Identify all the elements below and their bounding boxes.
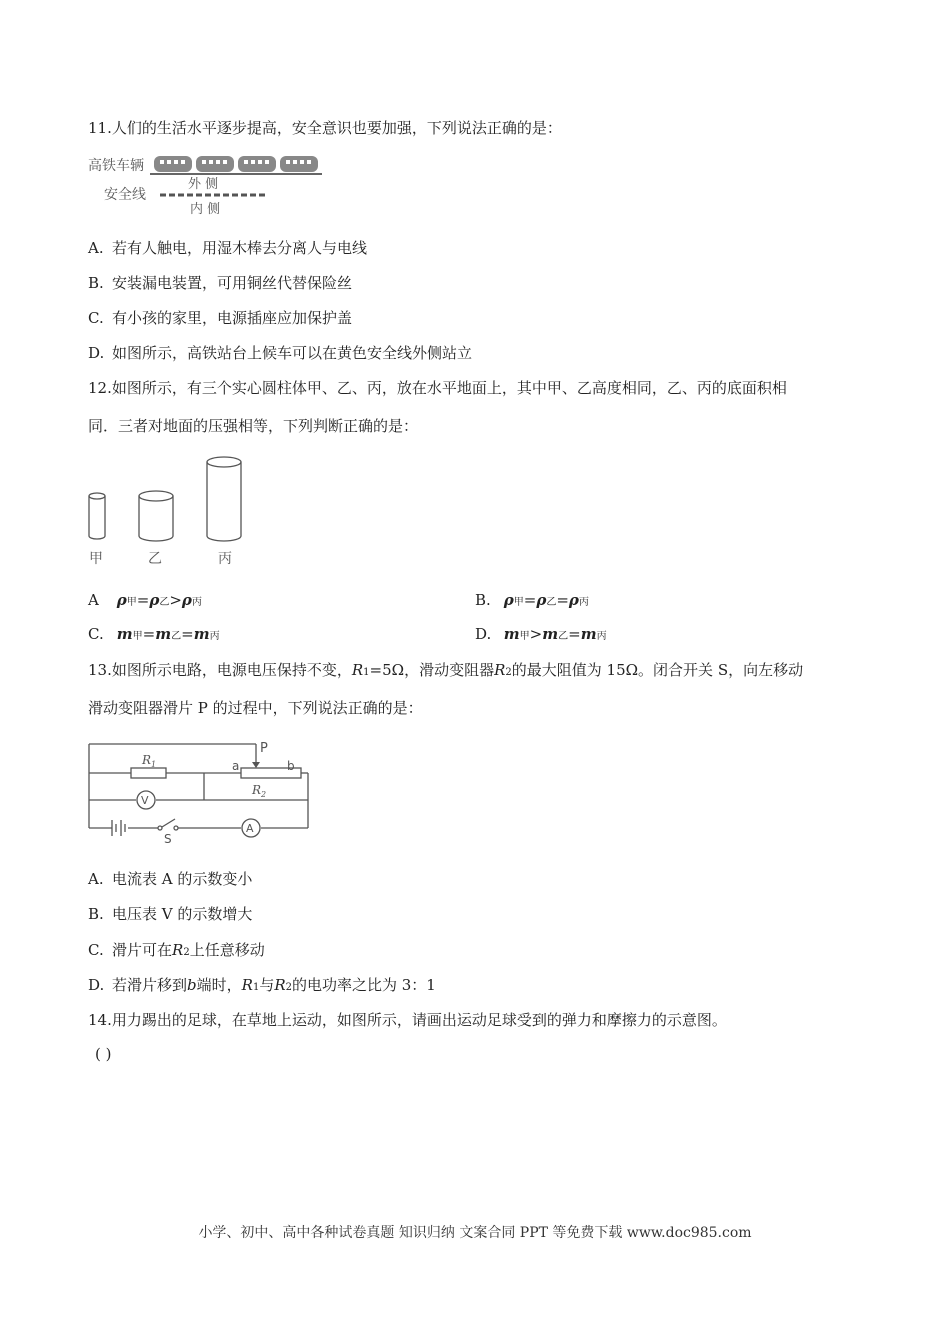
terminal-b-label: b bbox=[287, 759, 295, 773]
voltmeter-label: V bbox=[141, 794, 149, 807]
q11-option-c: C. 有小孩的家里，电源插座应加保护盖 bbox=[88, 309, 353, 327]
q11-stem: 11.人们的生活水平逐步提高，安全意识也要加强，下列说法正确的是： bbox=[88, 119, 562, 137]
q12-stem-line1: 12.如图所示，有三个实心圆柱体甲、乙、丙，放在水平地面上，其中甲、乙高度相同，乙、丙的底面积相 bbox=[88, 379, 787, 397]
q13-stem-line1: 13.如图所示电路，电源电压保持不变，R1=5Ω，滑动变阻器R2的最大阻值为 15Ω。闭合开关 S，向左移动 bbox=[88, 661, 804, 679]
q13-option-a: A. 电流表 A 的示数变小 bbox=[88, 870, 253, 888]
terminal-a-label: a bbox=[232, 759, 240, 773]
q11-option-a: A. 若有人触电，用湿木棒去分离人与电线 bbox=[88, 239, 368, 257]
q13-circuit-diagram bbox=[86, 738, 316, 844]
q13-option-d: D. 若滑片移到b端时，R1与R2的电功率之比为 3：1 bbox=[88, 976, 436, 994]
r1-label: $R_1$ bbox=[142, 753, 157, 769]
q11-figure-safety-line bbox=[86, 150, 326, 220]
cylinder-jia bbox=[89, 493, 105, 539]
battery bbox=[112, 820, 125, 836]
cylinder-bing bbox=[207, 457, 241, 541]
slider-p-arrow bbox=[252, 762, 260, 768]
label-yi: 乙 bbox=[148, 551, 162, 567]
q13-option-b: B. 电压表 V 的示数增大 bbox=[88, 905, 253, 923]
train-cars bbox=[150, 156, 322, 174]
q14-answer-blank: ( ) bbox=[95, 1045, 112, 1063]
q12-option-c: C. m甲=m乙=m丙 bbox=[88, 625, 220, 643]
page-footer: 小学、初中、高中各种试卷真题 知识归纳 文案合同 PPT 等免费下载 www.doc985.com bbox=[198, 1225, 752, 1241]
q13-stem-line2: 滑动变阻器滑片 P 的过程中，下列说法正确的是： bbox=[88, 699, 423, 717]
q11-option-d: D. 如图所示，高铁站台上候车可以在黄色安全线外侧站立 bbox=[88, 344, 473, 362]
label-bing: 丙 bbox=[218, 551, 232, 567]
switch-label: S bbox=[164, 832, 172, 844]
train-label: 高铁车辆 bbox=[88, 158, 144, 174]
cylinder-yi bbox=[139, 491, 173, 541]
q13-option-c: C. 滑片可在R2上任意移动 bbox=[88, 941, 265, 959]
ammeter-label: A bbox=[246, 822, 254, 835]
inside-label: 内 侧 bbox=[190, 202, 221, 217]
q12-option-d: D. m甲>m乙=m丙 bbox=[475, 625, 607, 643]
q12-figure-cylinders bbox=[80, 450, 260, 570]
q12-stem-line2: 同．三者对地面的压强相等，下列判断正确的是： bbox=[88, 417, 419, 435]
switch-s bbox=[158, 819, 178, 830]
resistor-r1 bbox=[131, 768, 166, 778]
outside-label: 外 侧 bbox=[188, 177, 219, 192]
q12-option-a: A ρ甲=ρ乙>ρ丙 bbox=[88, 591, 202, 609]
q11-option-b: B. 安装漏电装置，可用铜丝代替保险丝 bbox=[88, 274, 353, 292]
circuit-wires bbox=[89, 744, 308, 828]
label-jia: 甲 bbox=[89, 551, 103, 567]
r2-label: $R_2$ bbox=[252, 783, 267, 799]
slider-p-label: P bbox=[260, 741, 268, 756]
q12-option-b: B. ρ甲=ρ乙=ρ丙 bbox=[475, 591, 589, 609]
q14-stem: 14.用力踢出的足球，在草地上运动，如图所示，请画出运动足球受到的弹力和摩擦力的示意图。 bbox=[88, 1011, 727, 1029]
safety-line-label: 安全线 bbox=[104, 187, 146, 203]
